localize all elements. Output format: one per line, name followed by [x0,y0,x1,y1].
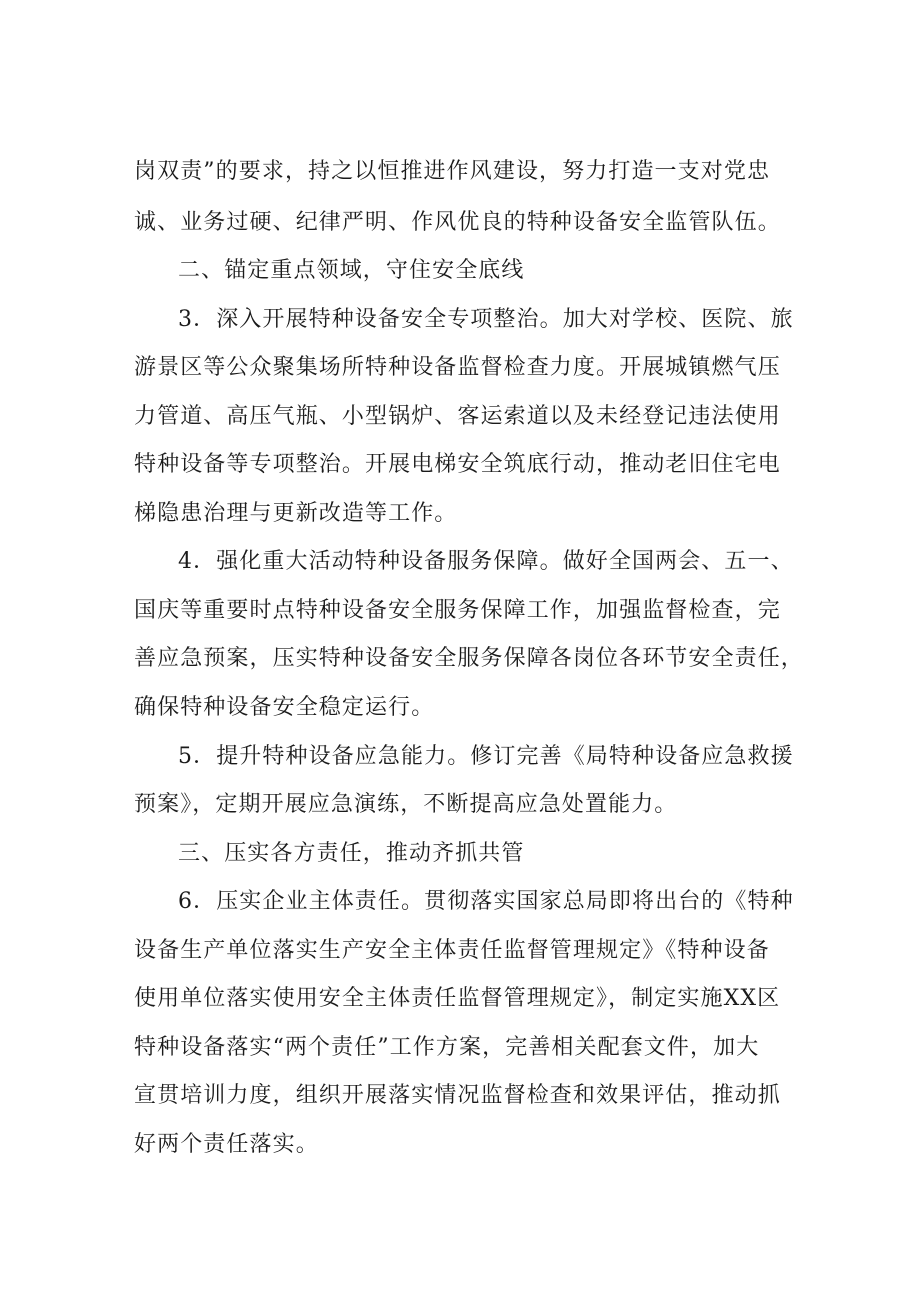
paragraph-line: 使用单位落实使用安全主体责任监督管理规定》，制定实施XX区 [134,986,781,1011]
section-heading: 二、锚定重点领域，守住安全底线 [178,258,525,283]
paragraph-line: 国庆等重要时点特种设备安全服务保障工作，加强监督检查，完 [134,598,781,623]
paragraph-line: 游景区等公众聚集场所特种设备监督检查力度。开展城镇燃气压 [134,355,781,380]
paragraph-line: 确保特种设备安全稳定运行。 [134,695,435,720]
paragraph-line: 特种设备等专项整治。开展电梯安全筑底行动，推动老旧住宅电 [134,452,781,477]
paragraph-line: 6．压实企业主体责任。贯彻落实国家总局即将出台的《特种 [178,889,794,914]
paragraph-line: 梯隐患治理与更新改造等工作。 [134,501,458,526]
paragraph-line: 力管道、高压气瓶、小型锅炉、客运索道以及未经登记违法使用 [134,404,781,429]
paragraph-line: 特种设备落实“两个责任”工作方案，完善相关配套文件，加大 [134,1035,760,1060]
paragraph-line: 善应急预案，压实特种设备安全服务保障各岗位各环节安全责任， [134,646,804,671]
paragraph-line: 设备生产单位落实生产安全主体责任监督管理规定》《特种设备 [134,938,770,963]
paragraph-line: 4．强化重大活动特种设备服务保障。做好全国两会、五一、 [178,549,794,574]
section-heading: 三、压实各方责任，推动齐抓共管 [178,841,525,866]
paragraph-line: 预案》，定期开展应急演练，不断提高应急处置能力。 [134,792,678,817]
paragraph-line: 3．深入开展特种设备安全专项整治。加大对学校、医院、旅 [178,307,794,332]
paragraph-line: 5．提升特种设备应急能力。修订完善《局特种设备应急救援 [178,744,794,769]
paragraph-line: 好两个责任落实。 [134,1132,319,1157]
paragraph-line: 岗双责”的要求，持之以恒推进作风建设，努力打造一支对党忠 [134,159,771,184]
paragraph-line: 宣贯培训力度，组织开展落实情况监督检查和效果评估，推动抓 [134,1083,781,1108]
paragraph-line: 诚、业务过硬、纪律严明、作风优良的特种设备安全监管队伍。 [134,210,781,235]
